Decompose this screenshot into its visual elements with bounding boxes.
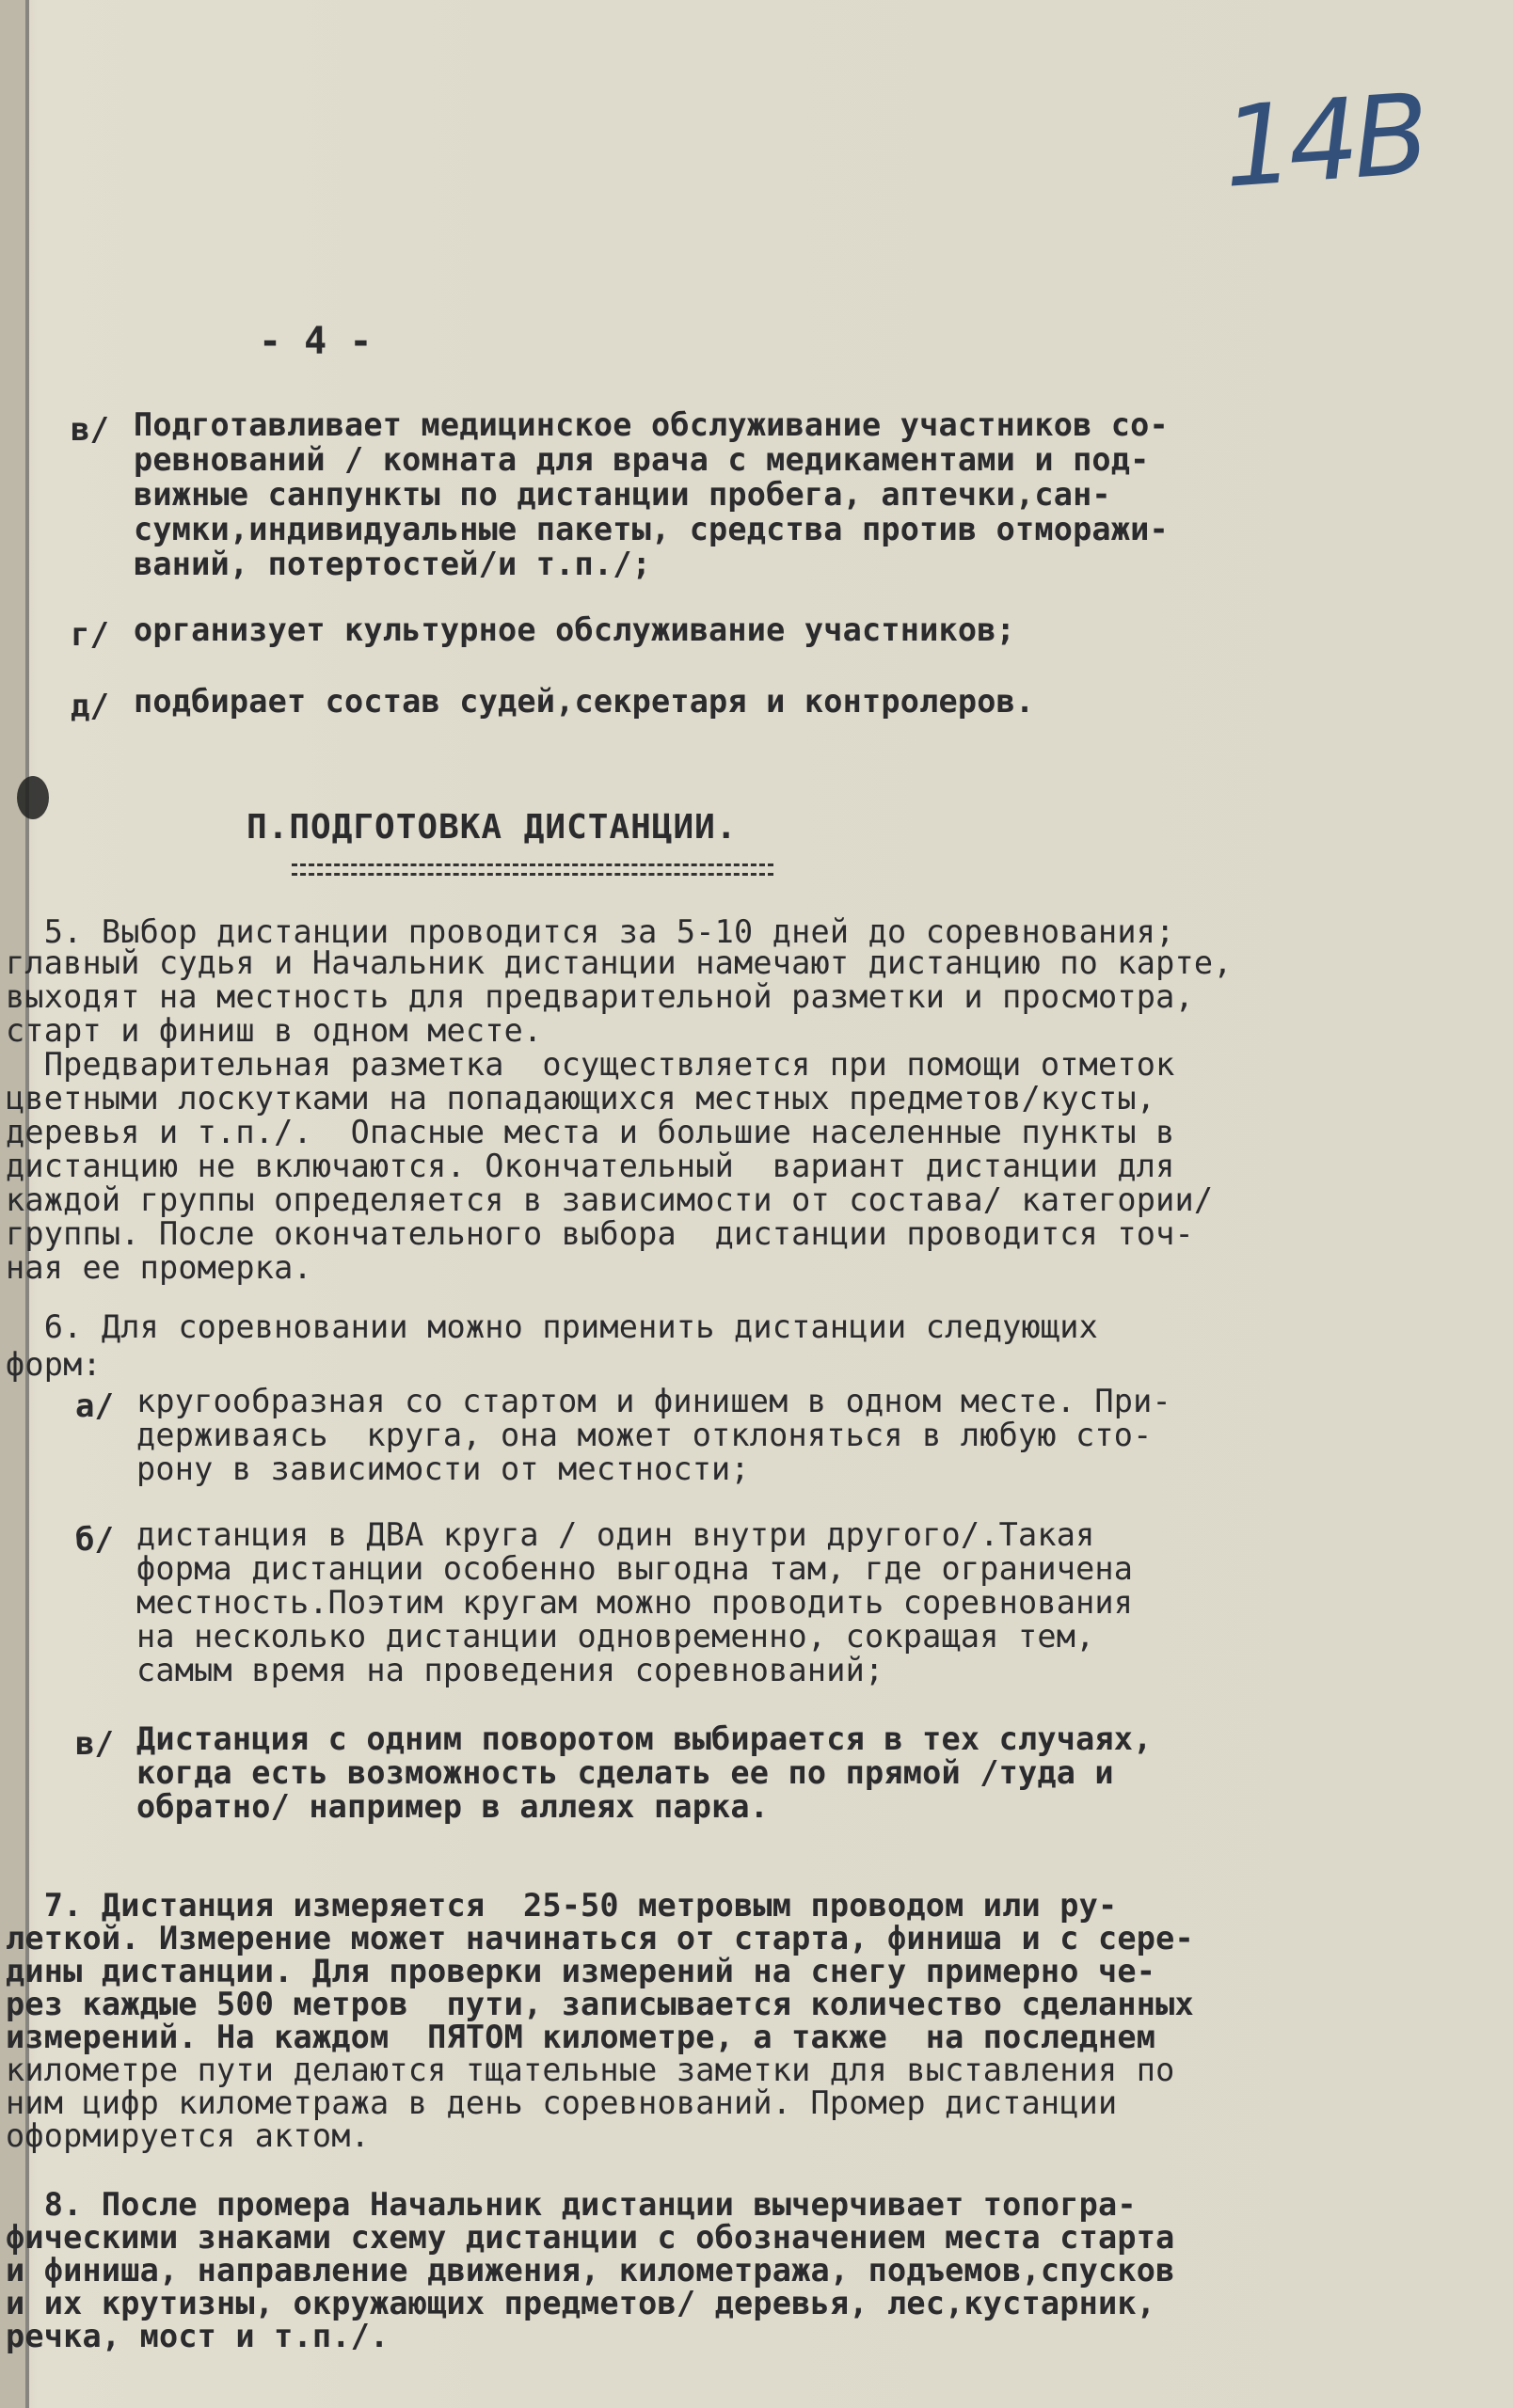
item-v-line-2: ревнований / комната для врача с медикаментами и под- bbox=[134, 441, 1150, 478]
para5-line-5: Предварительная разметка осуществляется при помощи отметок bbox=[6, 1046, 1175, 1083]
para5-line-3: выходят на местность для предварительной разметки и просмотра, bbox=[6, 978, 1194, 1015]
section-heading: П.ПОДГОТОВКА ДИСТАНЦИИ. bbox=[247, 808, 738, 847]
item-d-line-1: подбирает состав судей,секретаря и контролеров. bbox=[134, 683, 1035, 720]
para5-line-11: ная ее промерка. bbox=[6, 1249, 312, 1286]
punch-hole bbox=[17, 776, 49, 819]
para5-line-7: деревья и т.п./. Опасные места и большие населенные пункты в bbox=[6, 1114, 1175, 1150]
para6-b-line-1: дистанция в ДВА круга / один внутри другого/.Такая bbox=[136, 1516, 1095, 1553]
para6-label-b: б/ bbox=[75, 1521, 114, 1559]
item-label-g: г/ bbox=[71, 616, 109, 654]
item-g-line-1: организует культурное обслуживание участников; bbox=[134, 611, 1015, 648]
para5-line-2: главный судья и Начальник дистанции намечают дистанцию по карте, bbox=[6, 944, 1233, 981]
para6-label-a: а/ bbox=[75, 1387, 114, 1425]
page-number: - 4 - bbox=[259, 320, 373, 363]
para7-line-4: рез каждые 500 метров пути, записывается количество сделанных bbox=[6, 1986, 1194, 2022]
para6-v-line-3: обратно/ например в аллеях парка. bbox=[136, 1788, 770, 1825]
item-v-line-5: ваний, потертостей/и т.п./; bbox=[134, 546, 651, 582]
para8-line-3: и финиша, направление движения, километража, подъемов,спусков bbox=[6, 2252, 1175, 2289]
para5-line-1: 5. Выбор дистанции проводится за 5-10 дней до соревнования; bbox=[6, 913, 1175, 950]
heading-underline bbox=[292, 863, 773, 876]
archive-handwritten-mark: 14В bbox=[1218, 69, 1428, 213]
para5-line-10: группы. После окончательного выбора дистанции проводится точ- bbox=[6, 1215, 1194, 1252]
para6-a-line-2: держиваясь круга, она может отклоняться в любую сто- bbox=[136, 1417, 1153, 1453]
para7-line-3: дины дистанции. Для проверки измерений на снегу примерно че- bbox=[6, 1953, 1156, 1989]
para7-line-6: километре пути делаются тщательные заметки для выставления по bbox=[6, 2052, 1175, 2088]
para6-intro-line-1: 6. Для соревновании можно применить дистанции следующих bbox=[6, 1308, 1099, 1345]
para6-b-line-4: на несколько дистанции одновременно, сокращая тем, bbox=[136, 1618, 1095, 1655]
item-v-line-4: сумки,индивидуальные пакеты, средства против отморажи- bbox=[134, 511, 1169, 547]
para6-v-line-2: когда есть возможность сделать ее по прямой /туда и bbox=[136, 1754, 1114, 1791]
item-label-v: в/ bbox=[71, 411, 109, 449]
para8-line-4: и их крутизны, окружающих предметов/ деревья, лес,кустарник, bbox=[6, 2285, 1156, 2321]
para6-label-v: в/ bbox=[75, 1725, 114, 1763]
para8-line-2: фическими знаками схему дистанции с обозначением места старта bbox=[6, 2219, 1175, 2256]
para5-line-9: каждой группы определяется в зависимости от состава/ категории/ bbox=[6, 1181, 1214, 1218]
item-label-d: д/ bbox=[71, 688, 109, 725]
para8-line-1: 8. После промера Начальник дистанции вычерчивает топогра- bbox=[6, 2186, 1137, 2223]
para7-line-2: леткой. Измерение может начинаться от старта, финиша и с сере- bbox=[6, 1920, 1194, 1956]
para6-v-line-1: Дистанция с одним поворотом выбирается в тех случаях, bbox=[136, 1720, 1153, 1757]
para6-a-line-3: рону в зависимости от местности; bbox=[136, 1450, 750, 1487]
para6-intro-line-2: форм: bbox=[6, 1346, 102, 1383]
para7-line-1: 7. Дистанция измеряется 25-50 метровым проводом или ру- bbox=[6, 1887, 1118, 1924]
para5-line-8: дистанцию не включаются. Окончательный вариант дистанции для bbox=[6, 1148, 1175, 1184]
para7-line-8: оформируется актом. bbox=[6, 2117, 371, 2154]
para7-line-5: измерений. На каждом ПЯТОМ километре, а также на последнем bbox=[6, 2019, 1156, 2055]
para6-b-line-2: форма дистанции особенно выгодна там, где ограничена bbox=[136, 1550, 1134, 1587]
para7-line-7: ним цифр километража в день соревнований. Промер дистанции bbox=[6, 2084, 1118, 2121]
para6-b-line-3: местность.Поэтим кругам можно проводить соревнования bbox=[136, 1584, 1134, 1621]
para8-line-5: речка, мост и т.п./. bbox=[6, 2318, 390, 2354]
item-v-line-1: Подготавливает медицинское обслуживание участников со- bbox=[134, 406, 1169, 443]
para5-line-6: цветными лоскутками на попадающихся местных предметов/кусты, bbox=[6, 1080, 1156, 1117]
para6-b-line-5: самым время на проведения соревнований; bbox=[136, 1652, 884, 1688]
para5-line-4: старт и финиш в одном месте. bbox=[6, 1012, 543, 1049]
para6-a-line-1: кругообразная со стартом и финишем в одном месте. При- bbox=[136, 1383, 1171, 1419]
item-v-line-3: вижные санпункты по дистанции пробега, аптечки,сан- bbox=[134, 476, 1111, 513]
